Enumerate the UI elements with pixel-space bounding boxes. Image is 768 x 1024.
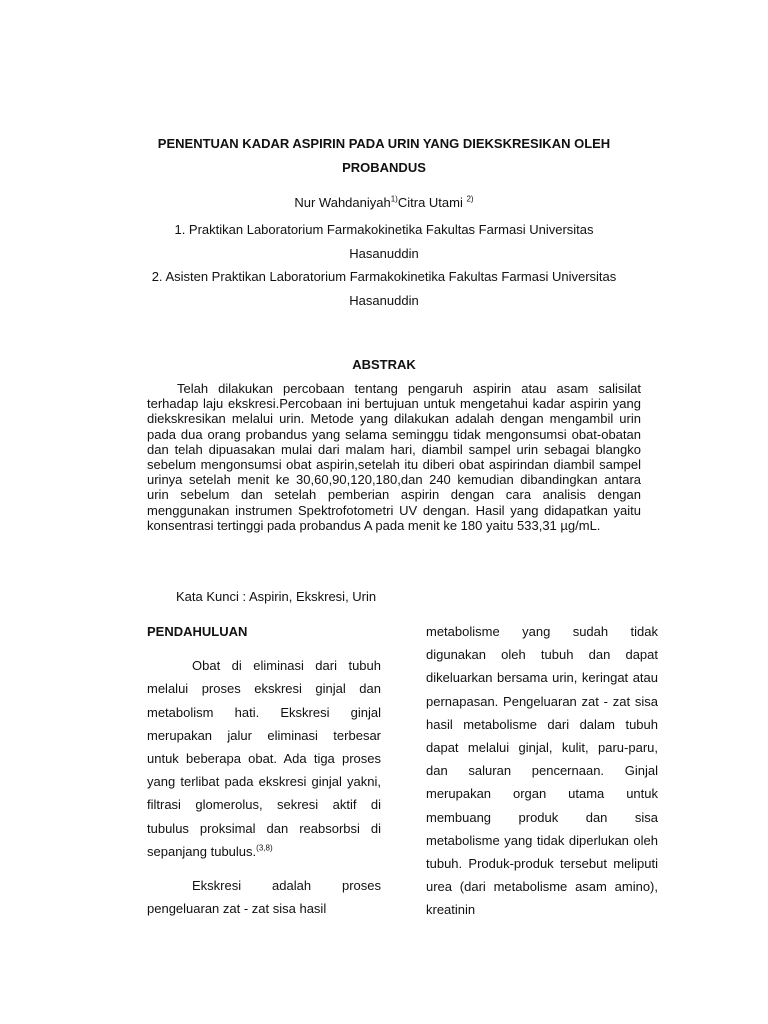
author-line [100,195,668,210]
author-2-sup: 2) [466,194,474,204]
left-column [147,620,381,920]
title-line-1: PENENTUAN KADAR ASPIRIN PADA URIN YANG DIEKSKRESIKAN OLEH [157,136,611,151]
keywords: Kata Kunci : Aspirin, Ekskresi, Urin [176,589,377,604]
right-column-paragraph: metabolisme yang sudah tidak digunakan oleh tubuh dan dapat dikeluarkan bersama urin, keringat atau pernapasan. Pengeluaran zat - zat sisa hasil metabolisme dari dalam tubuh dapat melalui ginjal, kulit, paru-paru, dan saluran pencernaan. Ginjal merupakan organ utama untuk membuang produk dan sisa metabolisme yang tidak diperlukan oleh tubuh. Produk-produk tersebut meliputi urea (dari metabolisme asam amino), kreatinin [426,624,658,918]
affiliation-1-line-2: Hasanuddin [349,245,419,261]
right-column [426,620,658,922]
author-1-sup: 1) [390,194,398,204]
title-line-2: PROBANDUS [342,160,426,175]
affiliation-2-line-1: 2. Asisten Praktikan Laboratorium Farmakokinetika Fakultas Farmasi Universitas [151,269,617,284]
intro-paragraph-1 [147,654,381,863]
abstract-heading: ABSTRAK [352,357,416,372]
intro-paragraph-1-text: Obat di eliminasi dari tubuh melalui proses ekskresi ginjal dan metabolism hati. Ekskresi ginjal merupakan jalur eliminasi terbesar untuk beberapa obat. Ada tiga proses yang terlibat pada ekskresi ginjal yakni, filtrasi glomerolus, sekresi aktif di tubulus proksimal dan reabsorbsi di sepanjang tubulus. [147,658,381,859]
abstract-body: Telah dilakukan percobaan tentang pengaruh aspirin atau asam salisilat terhadap laju ekskresi.Percobaan ini bertujuan untuk mengetahui kadar aspirin yang diekskresikan melalui urin. Metode yang dilakukan adalah dengan mengambil urin pada dua orang probandus yang selama seminggu tidak mengonsumsi obat-obatan dan telah dipuasakan mulai dari malam hari, diambil sampel urin sebagai blangko sebelum mengonsumsi obat aspirin,setelah itu diberi obat aspirindan diambil sampel urinya setelah menit ke 30,60,90,120,180,dan 240 kemudian dibandingkan antara urin sebelum dan setelah pemberian aspirin dengan cara analisis dengan menggunakan instrumen Spektrofotometri UV dengan. Hasil yang didapatkan yaitu konsentrasi tertinggi pada probandus A pada menit ke 180 yaitu 533,31 µg/mL. [147,381,641,533]
affiliation-2-line-2: Hasanuddin [349,292,419,308]
paper-title [100,132,668,180]
affiliations [100,218,668,312]
intro-paragraph-2: Ekskresi adalah proses pengeluaran zat - zat sisa hasil [147,878,381,917]
section-heading-pendahuluan: PENDAHULUAN [147,624,248,639]
author-1-name: Nur Wahdaniyah [294,195,391,210]
author-2-name: Citra Utami [397,195,467,210]
affiliation-1-line-1: 1. Praktikan Laboratorium Farmakokinetika Fakultas Farmasi Universitas [174,222,594,237]
citation-ref: (3,8) [256,843,273,853]
